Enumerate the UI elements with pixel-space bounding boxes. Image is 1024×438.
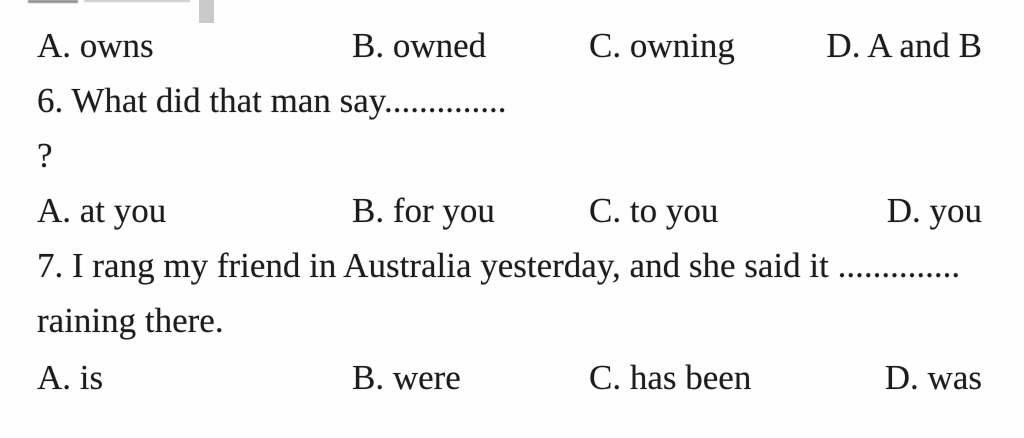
option-d: D. was <box>884 358 982 397</box>
cropped-line-artifact-dark <box>28 0 78 3</box>
question-6-wrapped-tail: ? <box>37 136 53 175</box>
question-7-text-line2: raining there. <box>37 301 224 340</box>
option-c: C. owning <box>589 26 735 65</box>
option-c: C. to you <box>589 191 719 230</box>
option-d: D. you <box>886 191 982 230</box>
option-a: A. at you <box>37 191 167 230</box>
question-7-text-row-2 <box>0 293 1024 348</box>
question-6-text-row <box>0 73 1024 128</box>
question-7-options-row <box>0 350 1024 405</box>
cropped-line-artifact-light <box>84 0 190 2</box>
question-7-text-row <box>0 238 1024 293</box>
option-a: A. owns <box>37 26 154 65</box>
prev-question-options-row <box>0 18 1024 73</box>
option-d: D. A and B <box>826 26 982 65</box>
option-b: B. owned <box>352 26 487 65</box>
option-c: C. has been <box>589 358 752 397</box>
option-a: A. is <box>37 358 104 397</box>
question-7-text-line1: 7. I rang my friend in Australia yesterday, and she said it .............. <box>37 246 961 285</box>
option-b: B. for you <box>352 191 495 230</box>
option-b: B. were <box>352 358 461 397</box>
question-6-options-row <box>0 183 1024 238</box>
question-6-text: 6. What did that man say.............. <box>37 81 507 120</box>
question-6-wrapped-row <box>0 128 1024 183</box>
